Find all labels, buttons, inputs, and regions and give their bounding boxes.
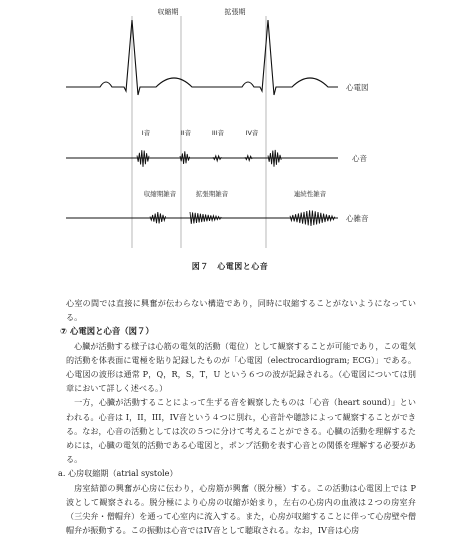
figure-caption: 図７ 心電図と心音 [191,262,269,271]
paragraph: 心室の間では直接に興奮が伝わらない構造であり，同時に収縮することがないようになっている。 [66,298,416,323]
ecg-trace [66,20,338,95]
diastole-label: 拡張期 [224,8,246,16]
section-heading: ⑦ 心電図と心音（図７） [60,326,154,337]
fourth-sound-label: IV音 [245,129,259,137]
continuous-murmur-label: 連続性雑音 [293,190,327,198]
paragraph: 一方，心臓が活動することによって生ずる音を観察したものは「心音（heart sound）」といわれる。心音は I，II，III，IV音という４つに別れ，心音計や聴診によって観察することができる。なお，心音の活動としては次の５つに分けて考えることができる。心臓の活動を理解するためには，心臓の電気的活動である心電図と，ポンプ活動を表す心音との関係を理解する必要がある。 [66,397,416,465]
body-text [58,296,416,537]
murmur-trace-label: 心雑音 [346,214,369,223]
paragraph: 心臓が活動する様子は心筋の電気的活動（電位）として観察することが可能であり，この電気的活動を体表面に電極を貼り記録したものが「心電図（electrocardiogram; ECG）」である。心電図の波形は通常 P，Q，R，S，T，U という６つの波が記録される。（心電図については別章において詳しく述べる。） [66,340,416,394]
pcg-trace-label: 心音 [352,154,367,163]
systole-label: 収縮期 [157,8,179,16]
paragraph: 房室結節の興奮が心房に伝わり，心房筋が興奮（脱分極）する。この活動は心電図上では P 波として観察される。脱分極により心房の収縮が始まり，左右の心房内の血液は２つの房室弁（三尖弁・僧帽弁）を通って心室内に流入する。また，心房が収縮することに伴って心房壁や僧帽弁が振動する。この振動は心音ではIV音として聴取される。なお，IV音は心房 [66,482,416,536]
first-sound-label: I音 [141,129,151,137]
systolic-murmur-label: 収縮期雑音 [143,190,177,198]
ecg-trace-label: 心電図 [346,83,369,92]
diastolic-murmur-label: 拡張期雑音 [195,190,229,198]
subsection-heading: a. 心房収縮期（atrial systole） [58,468,178,479]
second-sound-label: II音 [180,129,192,137]
third-sound-label: III音 [211,129,225,137]
